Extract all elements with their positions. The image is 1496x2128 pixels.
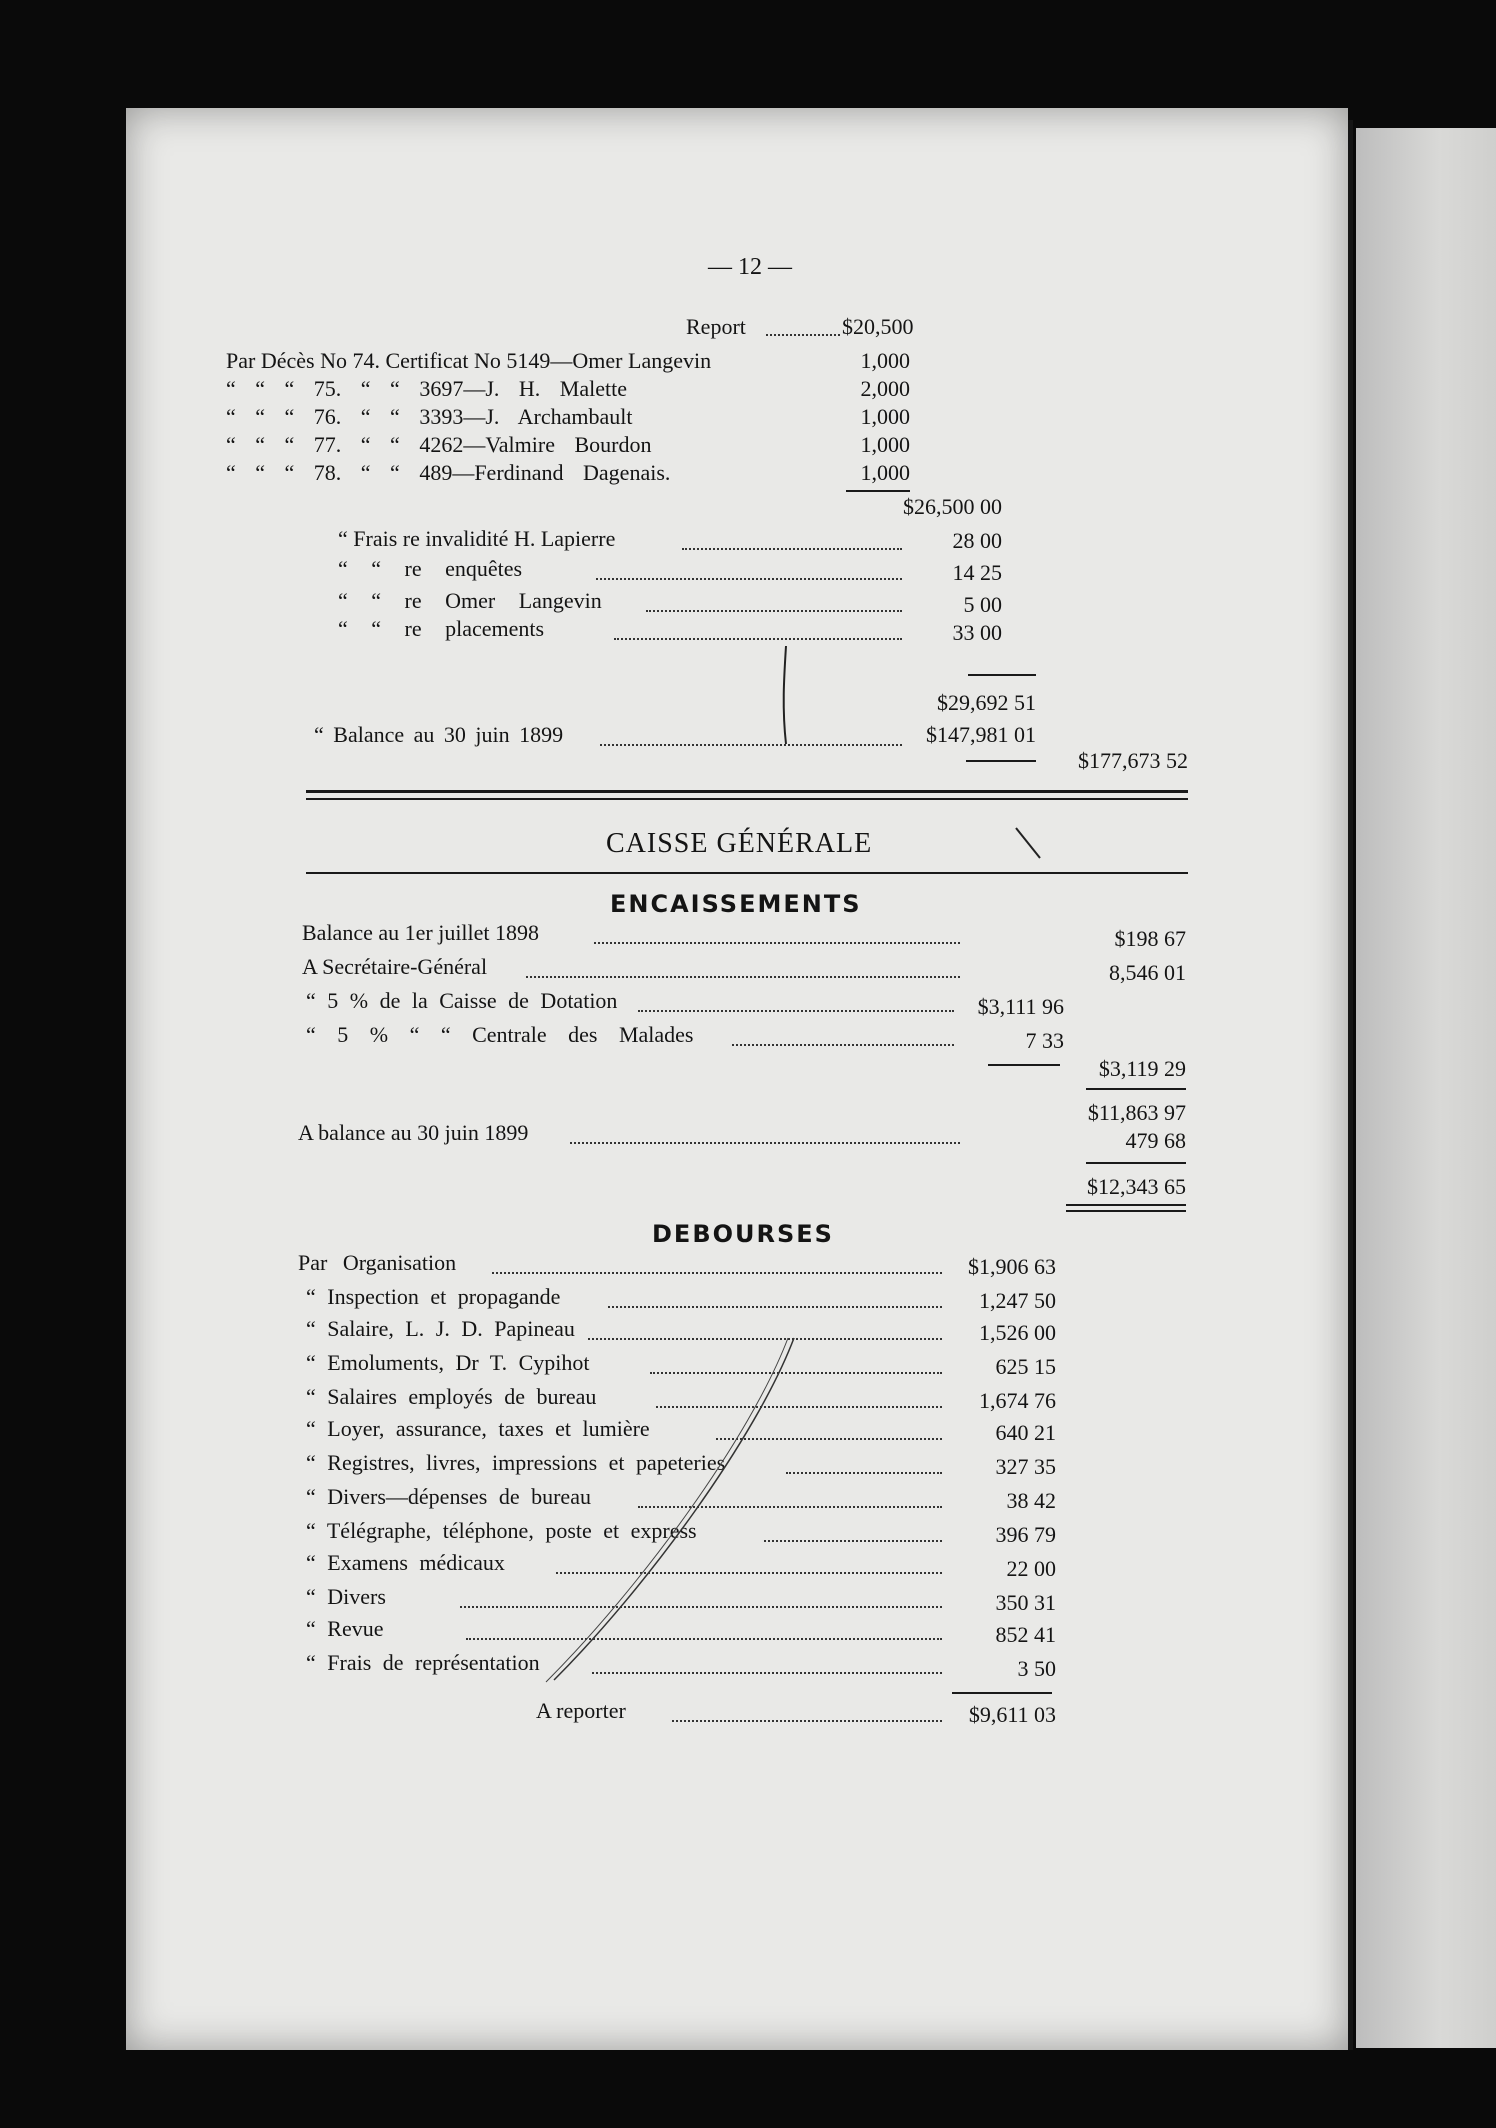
dot-leader (466, 1638, 942, 1640)
rule (1086, 1162, 1186, 1164)
deces-total: $26,500 00 (903, 494, 1002, 519)
deces-row-value: 1,000 (860, 404, 910, 429)
double-rule (1066, 1204, 1186, 1206)
frais-row-label: “ “ re enquêtes (338, 556, 523, 581)
deb-row-value: $1,906 63 (968, 1254, 1056, 1279)
debourses-heading: DEBOURSES (652, 1220, 834, 1248)
enc-total: $11,863 97 (1087, 1100, 1186, 1125)
section-rule (306, 872, 1188, 874)
deb-row-label: Par Organisation (298, 1250, 457, 1275)
deb-row-value: 1,526 00 (979, 1320, 1056, 1345)
dot-leader (656, 1406, 942, 1408)
deb-row-label: “ Salaires employés de bureau (306, 1384, 597, 1409)
deces-row-value: 1,000 (860, 432, 910, 457)
deb-row-label: “ Examens médicaux (306, 1550, 505, 1575)
frais-subtotal: $29,692 51 (937, 690, 1036, 715)
dot-leader (638, 1506, 942, 1508)
frais-row-label: “ “ re Omer Langevin (338, 588, 602, 613)
deb-row-label: “ Registres, livres, impressions et papeteries (306, 1450, 726, 1475)
deb-row-value: 350 31 (995, 1590, 1056, 1615)
deb-row-value: 38 42 (1006, 1488, 1056, 1513)
dot-leader (492, 1272, 942, 1274)
deb-row-value: 1,247 50 (979, 1288, 1056, 1313)
rule (966, 760, 1036, 762)
rule (952, 1692, 1052, 1694)
enc-row-label: “ 5 % de la Caisse de Dotation (306, 988, 618, 1013)
deb-row-value: 396 79 (995, 1522, 1056, 1547)
deb-report-label: A reporter (536, 1698, 626, 1723)
deb-row-value: 640 21 (995, 1420, 1056, 1445)
grand-total: $177,673 52 (1078, 748, 1188, 773)
deces-row-label: “ “ “ 76. “ “ 3393—J. Archambault (226, 404, 633, 429)
dot-leader (570, 1142, 960, 1144)
enc-row-label: Balance au 1er juillet 1898 (302, 920, 540, 945)
deb-row-value: 852 41 (995, 1622, 1056, 1647)
enc-row-label: A Secrétaire-Général (302, 954, 488, 979)
frais-row-value: 14 25 (952, 560, 1002, 585)
deb-row-value: 3 50 (1017, 1656, 1056, 1681)
deces-row-label: Par Décès No 74. Certificat No 5149—Omer Langevin (226, 348, 712, 373)
dot-leader (766, 334, 840, 336)
deb-row-label: “ Frais de représentation (306, 1650, 540, 1675)
deces-row-value: 1,000 (860, 460, 910, 485)
dot-leader (650, 1372, 942, 1374)
deb-row-label: “ Salaire, L. J. D. Papineau (306, 1316, 575, 1341)
frais-row-value: 5 00 (963, 592, 1002, 617)
dot-leader (594, 942, 960, 944)
double-rule (306, 798, 1188, 800)
rule (1086, 1088, 1186, 1090)
deces-row-label: “ “ “ 77. “ “ 4262—Valmire Bourdon (226, 432, 652, 457)
frais-row-value: 33 00 (952, 620, 1002, 645)
rule (968, 674, 1036, 676)
deb-row-label: “ Divers—dépenses de bureau (306, 1484, 591, 1509)
deces-row-label: “ “ “ 75. “ “ 3697—J. H. Malette (226, 376, 627, 401)
dot-leader (588, 1338, 942, 1340)
dot-leader (646, 610, 902, 612)
report-label: Report (686, 314, 746, 339)
deb-row-label: “ Divers (306, 1584, 386, 1609)
deb-row-value: 22 00 (1006, 1556, 1056, 1581)
deces-row-label: “ “ “ 78. “ “ 489—Ferdinand Dagenais. (226, 460, 671, 485)
frais-row-label: “ “ re placements (338, 616, 545, 641)
dot-leader (716, 1438, 942, 1440)
deb-row-label: “ Loyer, assurance, taxes et lumière (306, 1416, 650, 1441)
deb-row-label: “ Emoluments, Dr T. Cypihot (306, 1350, 590, 1375)
enc-balance-label: A balance au 30 juin 1899 (298, 1120, 529, 1145)
dot-leader (600, 744, 902, 746)
enc-final: $12,343 65 (1087, 1174, 1186, 1199)
report-value: $20,500 (842, 314, 914, 339)
deb-report-value: $9,611 03 (968, 1702, 1056, 1727)
deb-row-label: “ Télégraphe, téléphone, poste et express (306, 1518, 697, 1543)
frais-row-label: “ Frais re invalidité H. Lapierre (338, 526, 616, 551)
deb-row-value: 327 35 (995, 1454, 1056, 1479)
balance-label: “ Balance au 30 juin 1899 (314, 722, 564, 747)
double-rule (1066, 1210, 1186, 1212)
dot-leader (672, 1720, 942, 1722)
dot-leader (638, 1010, 954, 1012)
deces-row-value: 2,000 (860, 376, 910, 401)
section-title: CAISSE GÉNÉRALE (606, 828, 873, 859)
page-number: — 12 — (708, 254, 792, 280)
deb-row-value: 625 15 (995, 1354, 1056, 1379)
dot-leader (460, 1606, 942, 1608)
dot-leader (732, 1044, 954, 1046)
dot-leader (682, 548, 902, 550)
document-page (126, 108, 1348, 2050)
frais-row-value: 28 00 (952, 528, 1002, 553)
encaissements-heading: ENCAISSEMENTS (610, 890, 862, 918)
rule (846, 490, 910, 492)
dot-leader (556, 1572, 942, 1574)
dot-leader (526, 976, 960, 978)
dot-leader (596, 578, 902, 580)
dot-leader (614, 638, 902, 640)
enc-subtotal-inner: $3,119 29 (1098, 1056, 1186, 1081)
double-rule (306, 790, 1188, 793)
enc-row-value: 8,546 01 (1109, 960, 1186, 985)
deb-row-label: “ Revue (306, 1616, 384, 1641)
dot-leader (608, 1306, 942, 1308)
enc-row-label: “ 5 % “ “ Centrale des Malades (306, 1022, 694, 1047)
enc-row-value: $198 67 (1114, 926, 1186, 951)
enc-balance-value: 479 68 (1125, 1128, 1186, 1153)
deb-row-value: 1,674 76 (979, 1388, 1056, 1413)
deb-row-label: “ Inspection et propagande (306, 1284, 561, 1309)
adjacent-page-strip (1356, 128, 1496, 2048)
dot-leader (764, 1540, 942, 1542)
deces-row-value: 1,000 (860, 348, 910, 373)
enc-row-inner: 7 33 (1025, 1028, 1064, 1053)
dot-leader (786, 1472, 942, 1474)
balance-value: $147,981 01 (926, 722, 1036, 747)
enc-row-inner: $3,111 96 (977, 994, 1064, 1019)
dot-leader (592, 1672, 942, 1674)
